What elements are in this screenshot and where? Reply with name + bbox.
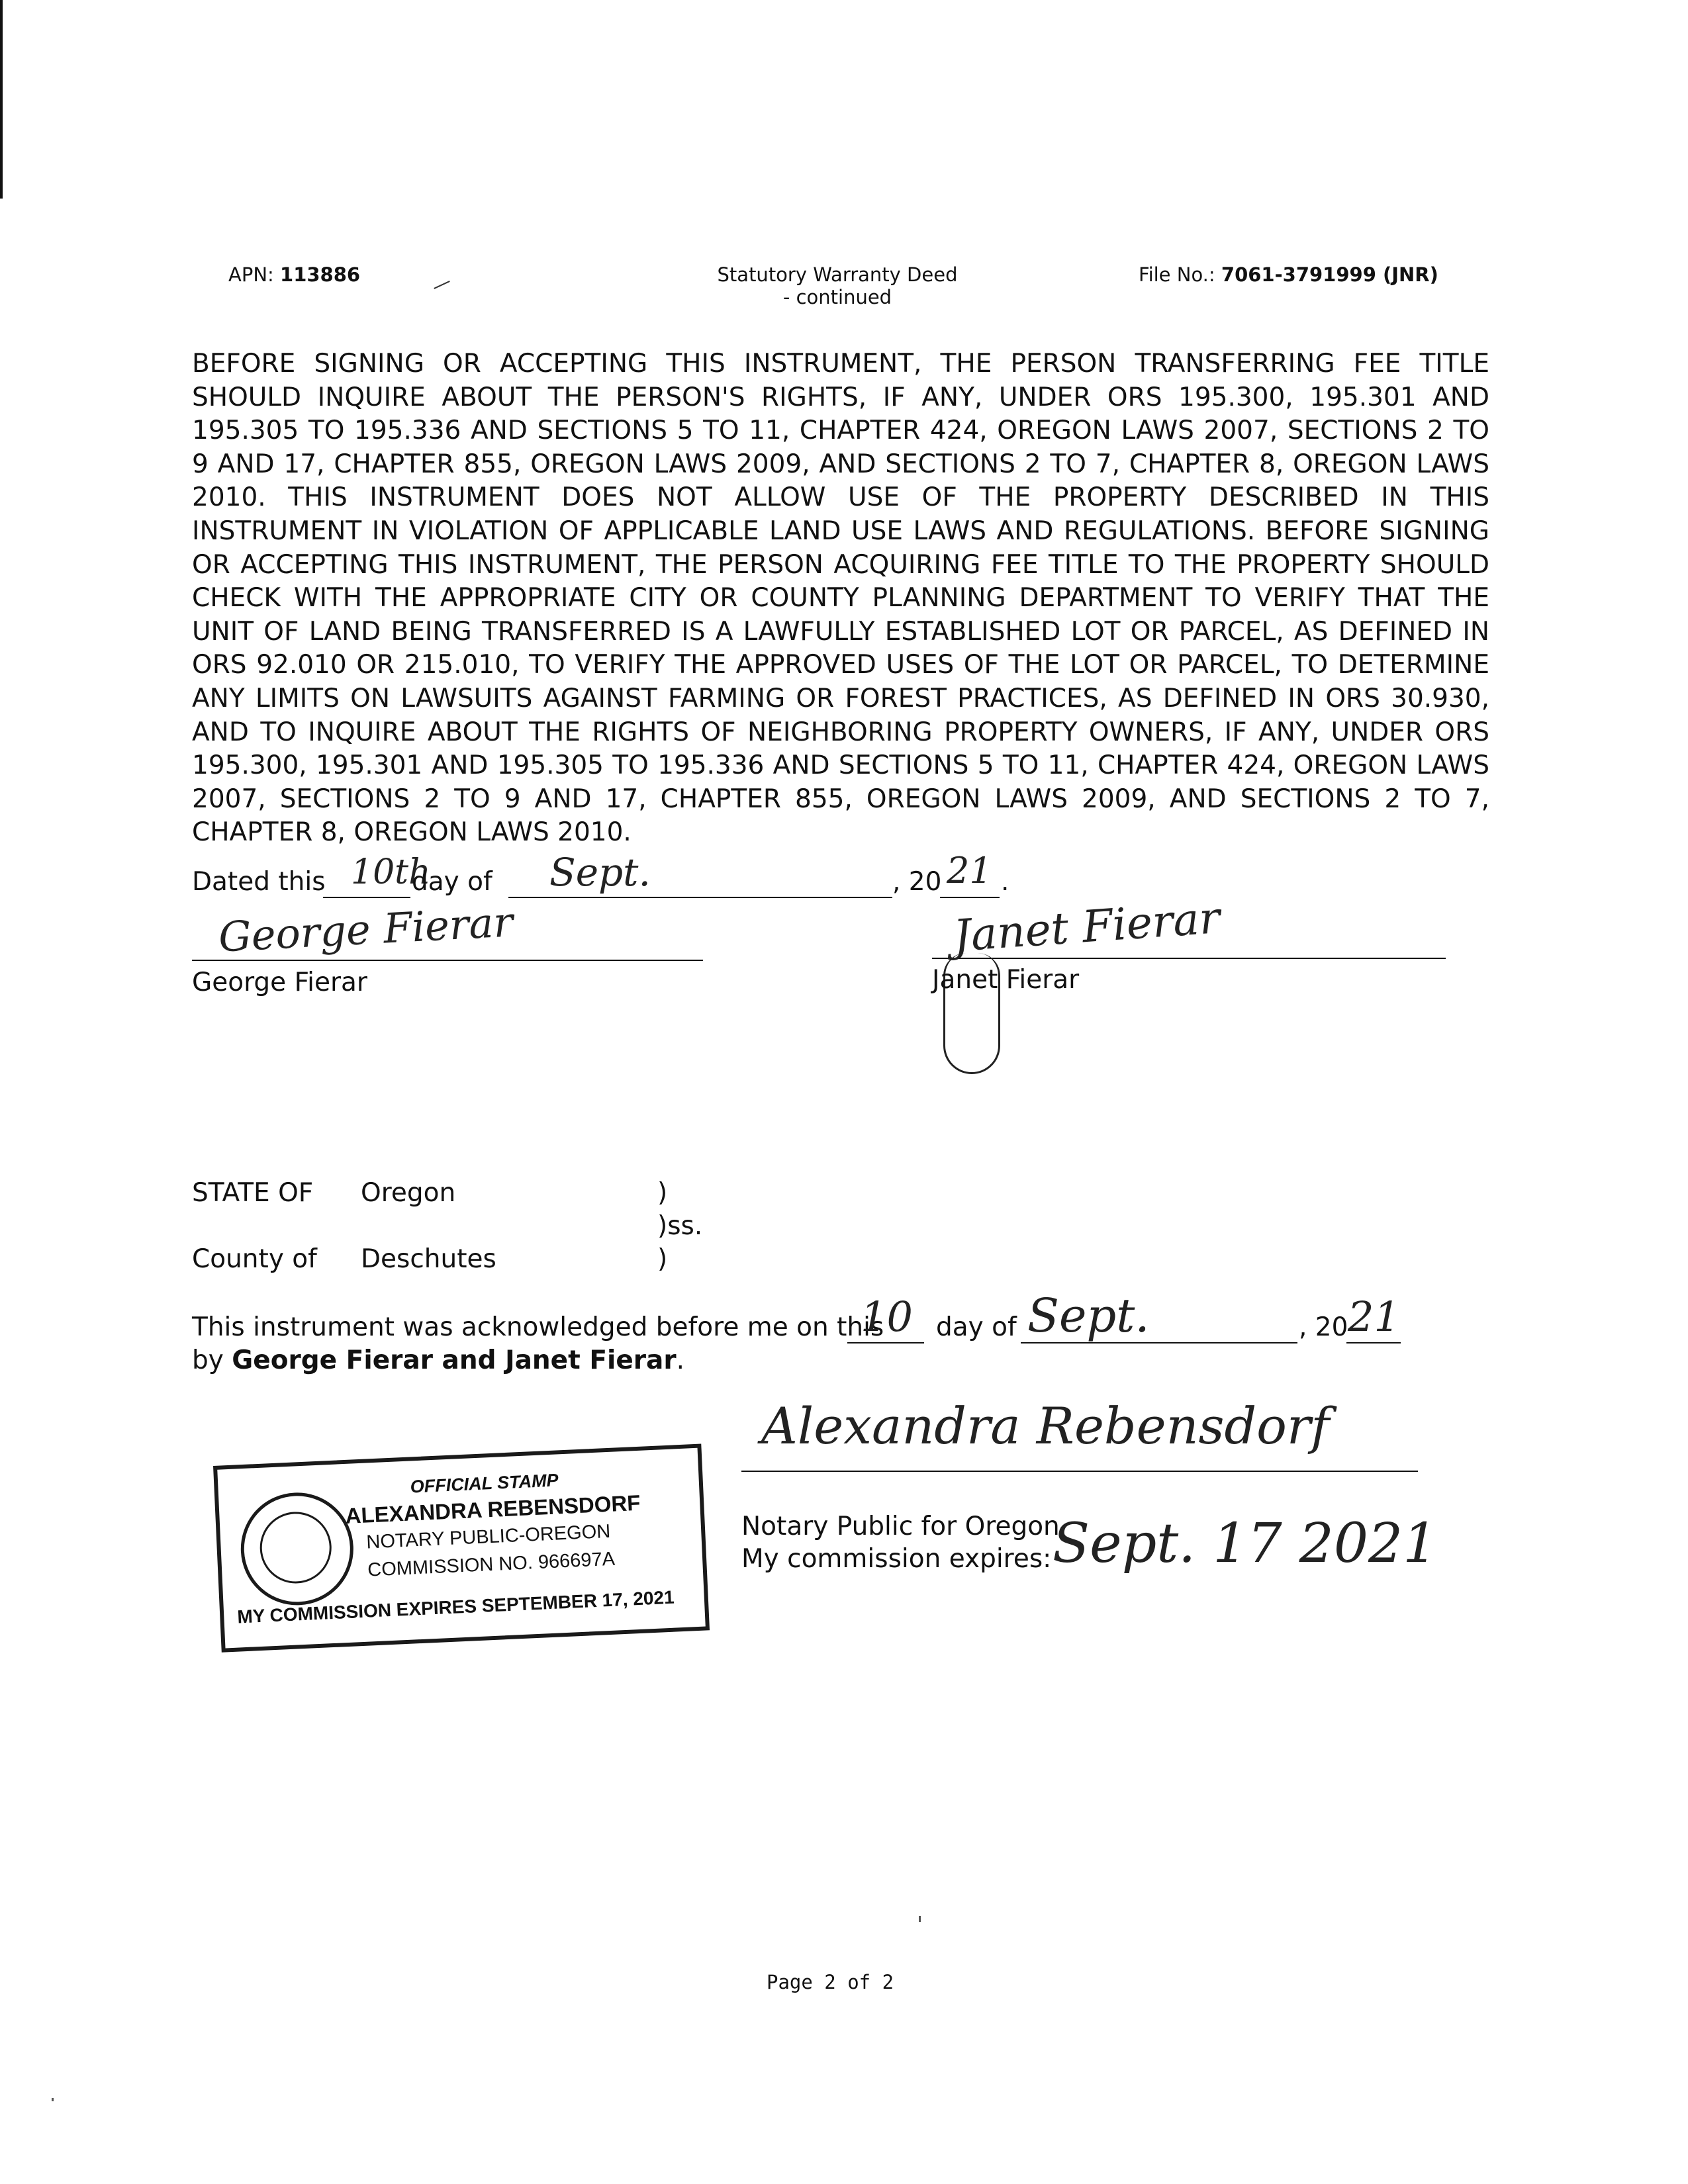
- dated-day-label: day of: [412, 867, 492, 897]
- scan-speck: [52, 2098, 54, 2101]
- file-number: [1139, 263, 1438, 286]
- state-label: STATE OF: [192, 1178, 314, 1208]
- dated-month-blank: [508, 897, 892, 898]
- doc-title: Statutory Warranty Deed: [717, 263, 958, 286]
- venue-ss: )ss.: [657, 1211, 703, 1241]
- signer-left-name: George Fierar: [192, 968, 367, 997]
- ack-by-suffix: .: [676, 1345, 684, 1375]
- ack-by-label: by: [192, 1345, 224, 1375]
- dated-year-prefix: , 20: [892, 867, 942, 897]
- signer-right-name: Janet Fierar: [932, 965, 1080, 995]
- scan-speck: [919, 1916, 921, 1922]
- commission-expires-handwritten: Sept. 17 2021: [1053, 1512, 1438, 1575]
- stamp-title: OFFICIAL STAMP: [410, 1470, 559, 1497]
- ack-month-handwritten: Sept.: [1027, 1289, 1150, 1343]
- dated-year-handwritten: 21: [947, 850, 992, 891]
- stamp-role: NOTARY PUBLIC-OREGON: [365, 1520, 611, 1553]
- signature-george: George Fierar: [217, 897, 514, 962]
- ack-text: This instrument was acknowledged before me on this: [192, 1312, 884, 1342]
- ack-day-handwritten: 10: [861, 1293, 913, 1341]
- page-number: Page 2 of 2: [767, 1971, 894, 1993]
- notary-public-for: Notary Public for Oregon: [741, 1512, 1060, 1541]
- state-value: Oregon: [361, 1178, 456, 1208]
- ack-year-prefix: , 20: [1299, 1312, 1348, 1342]
- dated-month-handwritten: Sept.: [549, 850, 651, 895]
- county-label: County of: [192, 1244, 317, 1274]
- signature-line-left: [192, 960, 703, 961]
- apn-label: APN:: [228, 263, 274, 286]
- notary-signature: Alexandra Rebensdorf: [761, 1396, 1330, 1455]
- stamp-commission: COMMISSION NO. 966697A: [367, 1548, 616, 1581]
- notary-signature-line: [741, 1471, 1418, 1472]
- stamp-expires: MY COMMISSION EXPIRES SEPTEMBER 17, 2021: [236, 1586, 675, 1627]
- statutory-notice: BEFORE SIGNING OR ACCEPTING THIS INSTRUMENT, THE PERSON TRANSFERRING FEE TITLE SHOULD INQUIRE ABOUT THE PERSON'S RIGHTS, IF ANY, UNDER ORS 195.300, 195.301 AND 195.305 TO 195.336 AND SECTIONS 5 TO 11, CHAPTER 424, OREGON LAWS 2007, SECTIONS 2 TO 9 AND 17, CHAPTER 855, OREGON LAWS 2009, AND SECTIONS 2 TO 7, CHAPTER 8, OREGON LAWS 2010. THIS INSTRUMENT DOES NOT ALLOW USE OF THE PROPERTY DESCRIBED IN THIS INSTRUMENT IN VIOLATION OF APPLICABLE LAND USE LAWS AND REGULATIONS. BEFORE SIGNING OR ACCEPTING THIS INSTRUMENT, THE PERSON ACQUIRING FEE TITLE TO THE PROPERTY SHOULD CHECK WITH THE APPROPRIATE CITY OR COUNTY PLANNING DEPARTMENT TO VERIFY THAT THE UNIT OF LAND BEING TRANSFERRED IS A LAWFULLY ESTABLISHED LOT OR PARCEL, AS DEFINED IN ORS 92.010 OR 215.010, TO VERIFY THE APPROVED USES OF THE LOT OR PARCEL, TO DETERMINE ANY LIMITS ON LAWSUITS AGAINST FARMING OR FOREST PRACTICES, AS DEFINED IN ORS 30.930, AND TO INQUIRE ABOUT THE RIGHTS OF NEIGHBORING PROPERTY OWNERS, IF ANY, UNDER ORS 195.300, 195.301 AND 195.305 TO 195.336 AND SECTIONS 5 TO 11, CHAPTER 424, OREGON LAWS 2007, SECTIONS 2 TO 9 AND 17, CHAPTER 855, OREGON LAWS 2009, AND SECTIONS 2 TO 7, CHAPTER 8, OREGON LAWS 2010.: [192, 349, 1489, 848]
- ack-line: [192, 1289, 1450, 1345]
- file-value: 7061-3791999 (JNR): [1221, 263, 1438, 286]
- dated-prefix: Dated this: [192, 867, 326, 897]
- dated-day-blank: [323, 897, 410, 898]
- ack-year-handwritten: 21: [1348, 1293, 1400, 1341]
- county-value: Deschutes: [361, 1244, 496, 1274]
- dated-line: [192, 850, 1053, 900]
- ack-by-names: George Fierar and Janet Fierar: [232, 1345, 677, 1375]
- scan-edge-mark: [0, 0, 3, 199]
- ack-day-blank: [847, 1342, 924, 1343]
- ack-day-label: day of: [936, 1312, 1017, 1342]
- ack-by-line: [192, 1345, 684, 1375]
- commission-expires-label: My commission expires:: [741, 1544, 1052, 1574]
- dated-year-blank: [940, 897, 1000, 898]
- dated-suffix: .: [1001, 867, 1009, 897]
- dated-day-handwritten: 10th: [351, 852, 431, 892]
- official-notary-stamp: [213, 1444, 710, 1653]
- ack-year-blank: [1346, 1342, 1401, 1343]
- apn: [228, 263, 360, 286]
- stamp-name: ALEXANDRA REBENSDORF: [344, 1490, 641, 1529]
- tick-mark: [430, 273, 449, 289]
- venue-paren-1: ): [657, 1178, 668, 1208]
- doc-title-block: [662, 263, 1013, 308]
- signature-line-right: [932, 958, 1446, 959]
- doc-subtitle: - continued: [782, 286, 892, 308]
- apn-value: 113886: [280, 263, 361, 286]
- venue-paren-2: ): [657, 1244, 668, 1274]
- signature-janet: Janet Fierar: [951, 892, 1222, 962]
- file-label: File No.:: [1139, 263, 1215, 286]
- state-seal-icon: [238, 1490, 356, 1608]
